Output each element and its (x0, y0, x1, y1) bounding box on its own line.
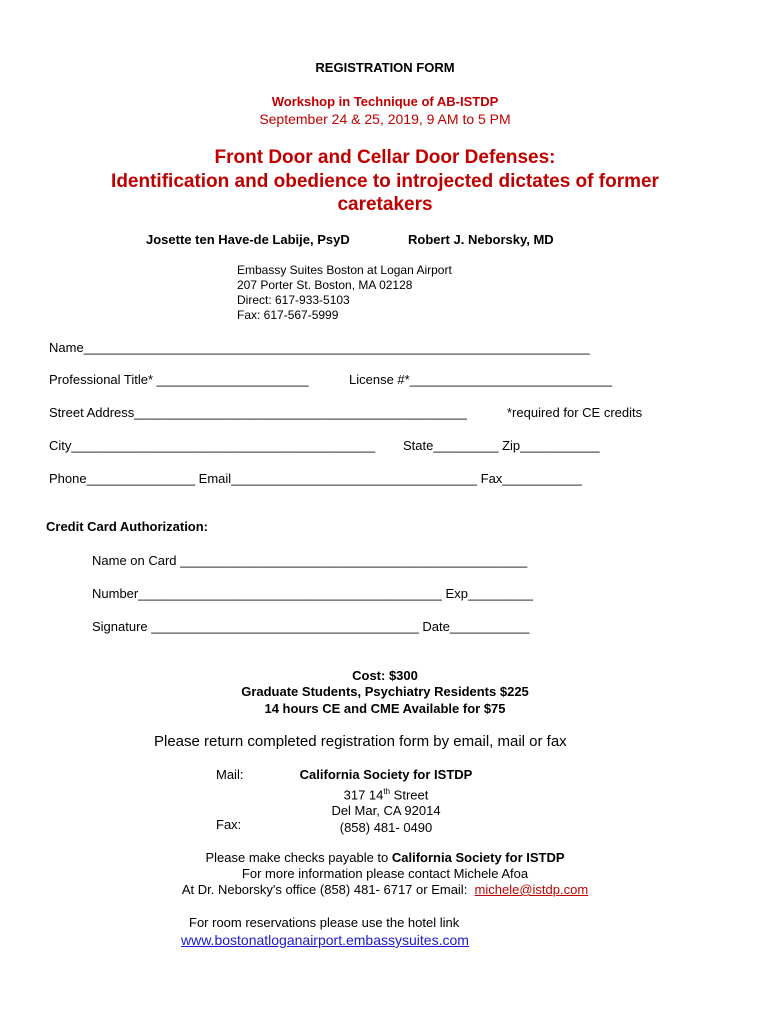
mail-label: Mail: (216, 767, 244, 782)
checks-prefix: Please make checks payable to (205, 850, 392, 865)
venue-name: Embassy Suites Boston at Logan Airport (237, 263, 452, 277)
card-number-row (92, 586, 533, 601)
street-address-field[interactable]: ______________________________________________ (134, 405, 467, 420)
headline-line-3: caretakers (337, 194, 433, 215)
email-field[interactable]: __________________________________ (231, 471, 478, 486)
required-note: *required for CE credits (507, 405, 643, 420)
cost-line-3: 14 hours CE and CME Available for $75 (264, 701, 506, 716)
state-zip-row (403, 438, 600, 453)
exp-label: Exp (445, 586, 468, 601)
email-label: Email (198, 471, 232, 486)
name-row (49, 340, 590, 355)
presenter-2: Robert J. Neborsky, MD (408, 232, 554, 247)
card-number-label: Number (92, 586, 139, 601)
checks-payable (0, 850, 770, 865)
city-label: City (49, 438, 72, 453)
street-address-label: Street Address (49, 405, 135, 420)
date-field[interactable]: ___________ (449, 619, 530, 634)
venue-fax: Fax: 617-567-5999 (237, 308, 339, 322)
signature-row (92, 619, 529, 634)
return-instruction: Please return completed registration form by email, mail or fax (154, 733, 567, 750)
mail-street-number: 317 14 (343, 786, 384, 802)
venue-block (237, 263, 452, 323)
venue-address: 207 Porter St. Boston, MA 02128 (237, 278, 413, 292)
contact-info: For more information please contact Michele Afoa (241, 866, 529, 881)
exp-field[interactable]: _________ (467, 586, 534, 601)
phone-field[interactable]: _______________ (86, 471, 196, 486)
office-contact (0, 882, 770, 897)
professional-title-field[interactable]: _____________________ (153, 372, 309, 387)
workshop-title: Workshop in Technique of AB-ISTDP (271, 94, 499, 109)
form-title: REGISTRATION FORM (315, 60, 455, 75)
mail-street-suffix: th (383, 786, 391, 796)
office-prefix: At Dr. Neborsky's office (858) 481- 6717 or Email: (181, 882, 475, 897)
mail-street (272, 784, 500, 804)
email-link[interactable]: michele@istdp.com (474, 882, 589, 897)
hotel-link-row (181, 932, 469, 948)
city-row (49, 438, 375, 453)
date-label: Date (422, 619, 450, 634)
phone-label: Phone (49, 471, 87, 486)
license-row (349, 372, 612, 387)
zip-field[interactable]: ___________ (520, 438, 600, 453)
license-label: License #* (349, 372, 410, 387)
signature-field[interactable]: _____________________________________ (147, 619, 419, 634)
name-label: Name (49, 340, 84, 355)
fax-label-return: Fax: (216, 817, 242, 832)
zip-label: Zip (502, 438, 521, 453)
contact-row (49, 471, 582, 486)
name-on-card-label: Name on Card (92, 553, 177, 568)
credit-card-heading: Credit Card Authorization: (46, 519, 209, 534)
card-number-field[interactable]: __________________________________________ (138, 586, 442, 601)
fax-number: (858) 481- 0490 (339, 819, 433, 835)
state-label: State (403, 438, 434, 453)
venue-direct-phone: Direct: 617-933-5103 (237, 293, 350, 307)
mailing-address (272, 767, 500, 836)
name-on-card-row (92, 553, 527, 568)
state-field[interactable]: _________ (433, 438, 499, 453)
professional-title-label: Professional Title* (49, 372, 154, 387)
fax-label: Fax (480, 471, 503, 486)
cost-line-1: Cost: $300 (352, 668, 418, 683)
hotel-link[interactable]: www.bostonatloganairport.embassysuites.com (181, 932, 469, 948)
mail-street-name: Street (390, 786, 429, 802)
presenter-1: Josette ten Have-de Labije, PsyD (146, 232, 350, 247)
street-address-row (49, 405, 467, 420)
hotel-note: For room reservations please use the hotel link (189, 915, 460, 930)
cost-line-2: Graduate Students, Psychiatry Residents $225 (241, 684, 529, 699)
license-field[interactable]: ____________________________ (409, 372, 613, 387)
checks-org: California Society for ISTDP (391, 850, 565, 865)
signature-label: Signature (92, 619, 148, 634)
mail-city: Del Mar, CA 92014 (331, 803, 441, 819)
workshop-dates: September 24 & 25, 2019, 9 AM to 5 PM (259, 111, 511, 127)
professional-title-row (49, 372, 309, 387)
fax-field[interactable]: ___________ (502, 471, 582, 486)
name-on-card-field[interactable]: ________________________________________________ (176, 553, 528, 568)
headline-line-1: Front Door and Cellar Door Defenses: (214, 147, 556, 168)
name-field[interactable]: ______________________________________________________________________ (83, 340, 590, 355)
headline-line-2: Identification and obedience to introjected dictates of former (111, 171, 659, 192)
city-field[interactable]: __________________________________________ (71, 438, 376, 453)
mail-org: California Society for ISTDP (299, 767, 473, 782)
